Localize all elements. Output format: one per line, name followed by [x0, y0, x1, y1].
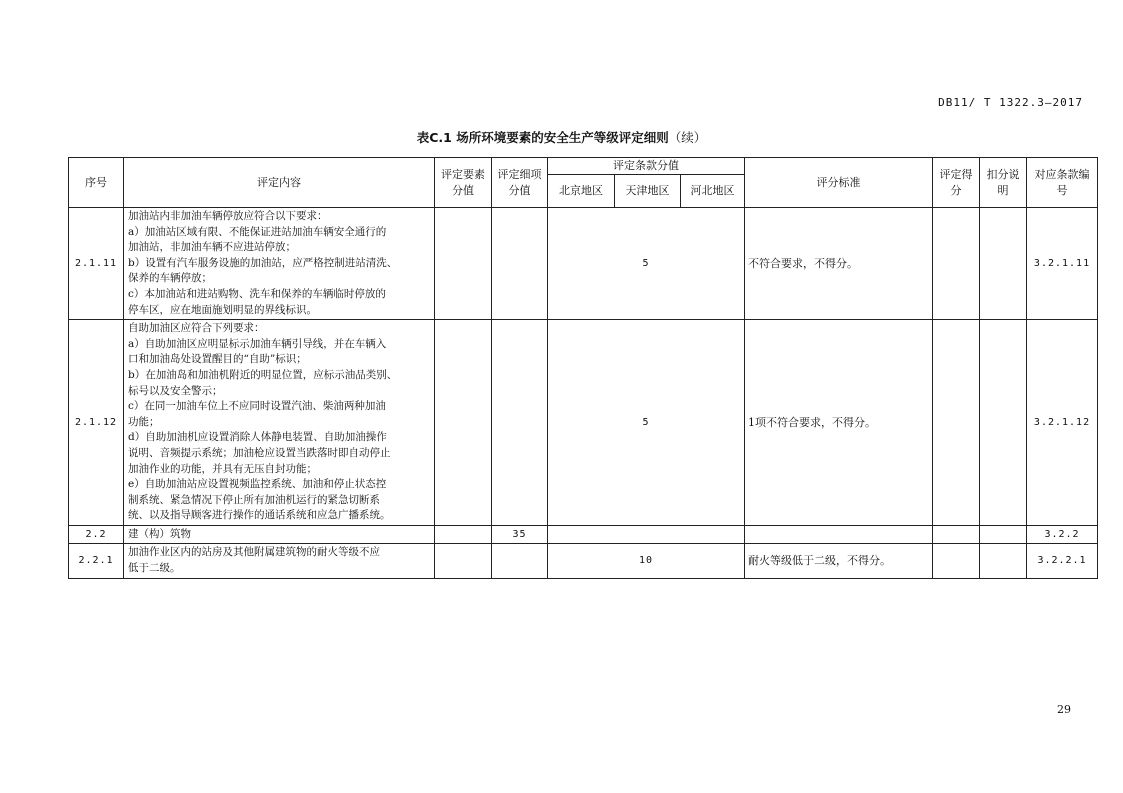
header-score: 评定得分 — [933, 158, 980, 208]
header-seq: 序号 — [69, 158, 124, 208]
content-line: 自助加油区应符合下列要求： — [128, 322, 265, 335]
row-seq: 2.1.12 — [69, 320, 124, 526]
content-line: b）在加油岛和加油机附近的明显位置，应标示油品类别、 — [128, 368, 398, 381]
header-clause-score: 评定条款分值 — [548, 158, 745, 175]
content-line: 统、以及指导顾客进行操作的通话系统和应急广播系统。 — [128, 509, 391, 522]
row-score — [933, 320, 980, 526]
content-line: 加油站内非加油车辆停放应符合以下要求： — [128, 210, 328, 222]
row-elem-score — [435, 525, 492, 544]
row-deduction — [980, 208, 1027, 320]
content-line: b）设置有汽车服务设施的加油站，应严格控制进站清洗、 — [128, 256, 398, 269]
content-line: 制系统、紧急情况下停止所有加油机运行的紧急切断系 — [128, 493, 380, 506]
row-criteria: 耐火等级低于二级，不得分。 — [745, 544, 933, 578]
row-seq: 2.1.11 — [69, 208, 124, 320]
content-line: 加油作业区内的站房及其他附属建筑物的耐火等级不应 — [128, 546, 380, 559]
row-item-score — [492, 320, 548, 526]
row-deduction — [980, 320, 1027, 526]
content-line: d）自助加油机应设置消除人体静电装置、自助加油操作 — [128, 431, 387, 444]
row-elem-score — [435, 208, 492, 320]
content-line: 加油作业的功能，并具有无压自封功能； — [128, 462, 317, 475]
row-content — [124, 320, 435, 526]
content-line: 标号以及安全警示； — [128, 384, 223, 397]
row-score — [933, 525, 980, 544]
row-content — [124, 208, 435, 320]
content-line: e）自助加油站应设置视频监控系统、加油和停止状态控 — [128, 478, 387, 491]
table-row — [69, 544, 1098, 578]
row-item-score: 35 — [492, 525, 548, 544]
content-line: c）本加油站和进站购物、洗车和保养的车辆临时停放的 — [128, 287, 386, 300]
table-row — [69, 208, 1098, 320]
standard-code: DB11/ T 1322.3—2017 — [938, 96, 1083, 109]
content-line: 口和加油岛处设置醒目的“自助”标识； — [128, 353, 307, 366]
content-line: 保养的车辆停放； — [128, 272, 212, 285]
content-line: a）自助加油区应明显标示加油车辆引导线，并在车辆入 — [128, 337, 387, 350]
row-ref: 3.2.1.11 — [1027, 208, 1098, 320]
page-number: 29 — [1057, 703, 1071, 716]
table-title-continued: （续） — [668, 130, 707, 145]
content-line: 功能； — [128, 415, 160, 428]
row-score — [933, 208, 980, 320]
row-content — [124, 525, 435, 544]
row-seq: 2.2 — [69, 525, 124, 544]
row-item-score — [492, 544, 548, 578]
header-ref: 对应条款编号 — [1027, 158, 1098, 208]
row-clause-score: 5 — [548, 320, 745, 526]
content-line: 低于二级。 — [128, 562, 181, 575]
row-criteria: 不符合要求，不得分。 — [745, 208, 933, 320]
row-clause-score: 10 — [548, 544, 745, 578]
row-ref: 3.2.2.1 — [1027, 544, 1098, 578]
content-line: 加油站，非加油车辆不应进站停放； — [128, 241, 296, 254]
table-row — [69, 525, 1098, 544]
header-elem-score: 评定要素分值 — [435, 158, 492, 208]
header-criteria: 评分标准 — [745, 158, 933, 208]
row-content — [124, 544, 435, 578]
row-ref: 3.2.2 — [1027, 525, 1098, 544]
row-elem-score — [435, 320, 492, 526]
row-deduction — [980, 525, 1027, 544]
header-deduction: 扣分说明 — [980, 158, 1027, 208]
row-criteria: 1项不符合要求，不得分。 — [745, 320, 933, 526]
row-clause-score: 5 — [548, 208, 745, 320]
header-content: 评定内容 — [124, 158, 435, 208]
row-clause-score — [548, 525, 745, 544]
content-line: 停车区，应在地面施划明显的界线标识。 — [128, 303, 317, 316]
header-item-score: 评定细项分值 — [492, 158, 548, 208]
content-line: 建（构）筑物 — [128, 527, 191, 540]
content-line: a）加油站区域有限、不能保证进站加油车辆安全通行的 — [128, 225, 387, 238]
row-ref: 3.2.1.12 — [1027, 320, 1098, 526]
row-deduction — [980, 544, 1027, 578]
row-criteria — [745, 525, 933, 544]
table-row — [69, 320, 1098, 526]
header-beijing: 北京地区 — [548, 175, 615, 208]
table-title-main: 表C.1 场所环境要素的安全生产等级评定细则 — [416, 130, 669, 145]
content-line: 说明、音频提示系统；加油枪应设置当跌落时即自动停止 — [128, 446, 391, 459]
content-line: c）在同一加油车位上不应同时设置汽油、柴油两种加油 — [128, 400, 386, 413]
evaluation-table — [68, 157, 1098, 579]
row-score — [933, 544, 980, 578]
table-title — [0, 128, 1123, 146]
row-item-score — [492, 208, 548, 320]
header-tianjin: 天津地区 — [615, 175, 681, 208]
header-hebei: 河北地区 — [681, 175, 745, 208]
row-seq: 2.2.1 — [69, 544, 124, 578]
row-elem-score — [435, 544, 492, 578]
